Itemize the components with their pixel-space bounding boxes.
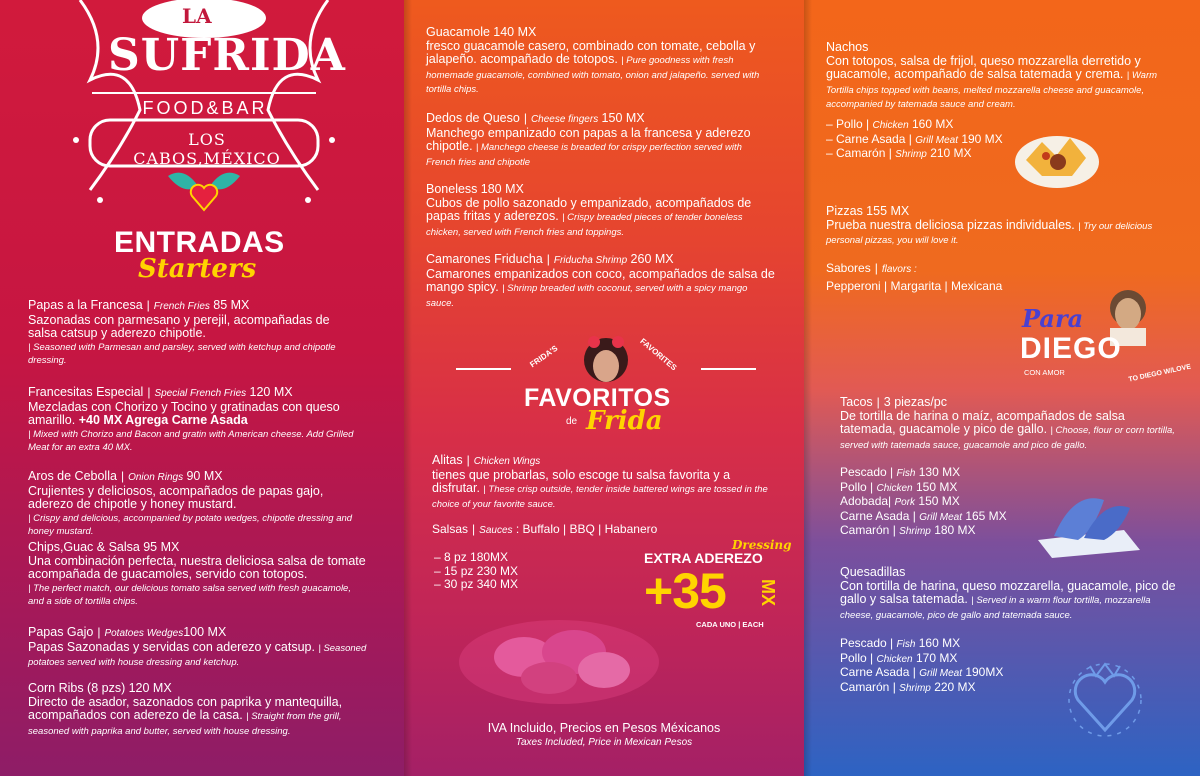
frida-arc-left: FRIDA'S xyxy=(528,343,560,370)
item-desc-en: The perfect match, our delicious tomato salsa served with fresh guacamole, and a side of tortilla chips. xyxy=(28,582,351,607)
item-addon: +40 MX Agrega Carne Asada xyxy=(78,413,248,427)
item-name: Tacos xyxy=(840,395,873,409)
diego-con-amor: CON AMOR xyxy=(1024,368,1065,377)
item-desc: Prueba nuestra deliciosa pizzas individuales. xyxy=(826,217,1075,232)
diego-to-love: TO DIEGO W/LOVE xyxy=(1127,363,1192,384)
item-desc-en: Choose, flour or corn tortilla, served with tatemada sauce, guacamole and pico de gallo. xyxy=(840,425,1175,451)
menu-item: Papas Gajo | Potatoes Wedges100 MX Papas Sazonadas y servidas con aderezo y catsup. | Seasoned potatoes served with house dressing and ketchup. xyxy=(28,625,367,668)
menu-item: Aros de Cebolla | Onion Rings 90 MX Crujientes y deliciosos, acompañados de papas gajo, aderezo de chipotle y honey mustard. | Crispy and delicious, accompanied by potato wedges, chipotle dressing and honey mustard. xyxy=(28,470,368,539)
item-price: 155 MX xyxy=(866,204,910,218)
iva-note: IVA Incluido, Precios en Pesos Méxicanos xyxy=(487,721,721,735)
sacred-heart-icon xyxy=(1060,652,1150,742)
dressing-script: Dressing xyxy=(732,538,792,552)
nachos-image xyxy=(1012,122,1102,192)
item-name: Camarones Friducha xyxy=(426,252,543,266)
option-row: – Carne Asada | Grill Meat 190 MX xyxy=(826,131,1003,146)
item-name: Boneless xyxy=(426,182,478,196)
alitas-size: – 30 pz 340 MX xyxy=(434,577,519,591)
diego-title: DIEGO xyxy=(1020,332,1122,365)
alitas-sizes xyxy=(434,551,518,592)
dressing-title: EXTRA ADEREZO xyxy=(644,550,763,566)
panel-middle xyxy=(404,0,804,776)
item-desc: Con totopos, salsa de frijol, queso mozzarella derretido y guacamole, acompañado de salsa tatemada y crema. xyxy=(826,53,1141,81)
para-diego-badge xyxy=(1010,282,1196,392)
menu-item: Tacos | 3 piezas/pc De tortilla de harina o maíz, acompañados de salsa tatemada, guacamole y pico de gallo. | Choose, flour or corn tortilla, served with tatemada sauce, guacamole and pico de gallo. xyxy=(840,395,1175,451)
salsas-label: Salsas xyxy=(432,522,469,536)
menu-item: Quesadillas Con tortilla de harina, queso mozzarella, guacamole, pico de gallo y salsa tatemada. | Served in a warm flour tortilla, mozzarella cheese, guacamole, pico de gallo and tatemada sauce. xyxy=(840,566,1184,622)
frida-title: FAVORITOS xyxy=(524,384,671,412)
frida-portrait-icon xyxy=(576,332,636,392)
flavors-values: Pepperoni | Margarita | Mexicana xyxy=(826,278,1003,293)
item-price: 95 MX xyxy=(143,540,180,554)
item-desc-en: Pure goodness with fresh homemade guacamole, combined with tomato, onion and jalapeño. served with tortilla chips. xyxy=(426,55,760,95)
salsas-line: Salsas | Sauces : Buffalo | BBQ | Habanero xyxy=(432,522,658,536)
item-desc-en: Served in a warm flour tortilla, mozzarella cheese, guacamole, pico de gallo and tatemada sauce. xyxy=(840,595,1151,621)
item-desc: fresco guacamole casero, combinado con tomate, cebolla y jalapeño. acompañado de totopos. xyxy=(426,38,756,66)
item-desc: De tortilla de harina o maíz, acompañados de salsa tatemada, guacamole y pico de gallo. xyxy=(840,408,1125,436)
quesadillas-options xyxy=(840,637,1003,695)
item-desc: Directo de asador, sazonados con paprika y mantequilla, acompañados con aderezo de la casa. xyxy=(28,694,343,722)
menu-item: Pizzas 155 MX Prueba nuestra deliciosa pizzas individuales. | Try our delicious personal pizzas, you will love it. xyxy=(826,204,1153,246)
item-desc: tienes que probarlas, solo escoge tu salsa favorita y a disfrutar. xyxy=(432,467,731,495)
dressing-note: CADA UNO xyxy=(696,620,737,629)
item-pieces: 3 piezas/pc xyxy=(883,395,948,409)
item-name: Guacamole xyxy=(426,25,490,39)
menu-item: Papas a la Francesa | French Fries 85 MX Sazonadas con parmesano y perejil, acompañadas de salsa catsup y aderezo chipotle. | Seasoned with Parmesan and parsley, served with ketchup and chipotle dressing. xyxy=(28,299,360,368)
item-name: Nachos xyxy=(826,40,869,54)
tacos-options xyxy=(840,466,1007,539)
item-name: Dedos de Queso xyxy=(426,111,520,125)
flavors-label-en: flavors : xyxy=(881,264,917,275)
item-desc: Camarones empanizados con coco, acompañados de salsa de mango spicy. xyxy=(426,266,775,294)
item-name: Papas a la Francesa xyxy=(28,298,143,312)
menu-item: Chips,Guac & Salsa 95 MX Una combinación perfecta, nuestra deliciosa salsa de tomate acompañada de guacamoles, servido con totopos. | The perfect match, our delicious tomato salsa served with fresh guacamole, and a side of tortilla chips. xyxy=(28,541,368,609)
wings-image xyxy=(454,612,664,712)
option-row: Pollo | Chicken 170 MX xyxy=(840,650,958,665)
item-desc-en: Crispy breaded pieces of tender boneless chicken, served with French fries and toppings. xyxy=(426,212,743,238)
item-name-en: Cheese fingers xyxy=(530,114,599,125)
item-name: Chips,Guac & Salsa xyxy=(28,540,140,554)
dressing-price: +35 xyxy=(644,563,726,619)
item-desc: Mezcladas con Chorizo y Tocino y gratinadas con queso amarillo. xyxy=(28,399,340,427)
item-desc: Con tortilla de harina, queso mozzarella, guacamole, pico de gallo y salsa tatemada. xyxy=(840,578,1176,606)
item-desc: Papas Sazonadas y servidas con aderezo y catsup. xyxy=(28,639,315,654)
frida-de: de xyxy=(566,416,578,427)
entradas-subtitle: Starters xyxy=(138,254,257,284)
flavors-label: Sabores xyxy=(826,261,871,275)
item-name-en: Potatoes Wedges xyxy=(104,628,184,639)
dressing-unit: MX xyxy=(758,579,778,606)
pizza-flavors: Sabores | flavors : Pepperoni | Margarita | Mexicana xyxy=(826,261,1003,293)
item-name: Corn Ribs (8 pzs) xyxy=(28,681,126,695)
menu-item: Alitas | Chicken Wings tienes que probarlas, solo escoge tu salsa favorita y a disfrutar. | These crisp outside, tender inside battered wings are tossed in the choice of your favorite sauce. xyxy=(432,453,768,510)
tacos-image xyxy=(1034,480,1144,560)
alitas-size: – 8 pz 180MX xyxy=(434,550,509,564)
salsas-label-en: Sauces xyxy=(479,525,513,536)
item-price: 90 MX xyxy=(186,469,223,483)
item-name-en: Friducha Shrimp xyxy=(553,255,628,266)
item-desc: Sazonadas con parmesano y perejil, acompañadas de salsa catsup y aderezo chipotle. xyxy=(28,312,330,340)
item-name-en: French Fries xyxy=(153,301,210,312)
frida-favorites-badge xyxy=(456,330,756,450)
item-name: Papas Gajo xyxy=(28,625,94,639)
frida-script: Frida xyxy=(586,406,663,436)
logo-name: SUFRIDA xyxy=(108,30,346,81)
option-row: – Pollo | Chicken 160 MX xyxy=(826,117,954,131)
menu-item: Boneless 180 MX Cubos de pollo sazonado y empanizado, acompañados de papas fritas y aderezos. | Crispy breaded pieces of tender boneless chicken, served with French fries and toppings. xyxy=(426,182,752,238)
menu-item: Camarones Friducha | Friducha Shrimp 260 MX Camarones empanizados con coco, acompañados de salsa de mango spicy. | Shrimp breaded with coconut, served with a spicy mango sauce. xyxy=(426,252,775,309)
option-row: – Camarón | Shrimp 210 MX xyxy=(826,146,972,160)
menu-item: Corn Ribs (8 pzs) 120 MX Directo de asador, sazonados con paprika y mantequilla, acompañados con aderezo de la casa. | Straight from the grill, seasoned with paprika and butter, served with house dressing. xyxy=(28,681,343,737)
item-price: 260 MX xyxy=(630,252,674,266)
nachos-options xyxy=(826,118,1003,162)
option-row: Carne Asada | Grill Meat 165 MX xyxy=(840,508,1007,523)
item-price: 140 MX xyxy=(493,25,537,39)
option-row: Pescado | Fish 160 MX xyxy=(840,636,961,650)
item-desc-en: Try our delicious personal pizzas, you will love it. xyxy=(826,220,1153,246)
item-desc-en: Warm Tortilla chips topped with beans, melted mozzarella cheese and guacamole, accompanied by tatemada sauce and cream. xyxy=(826,70,1158,110)
logo-subtitle: FOOD&BAR xyxy=(142,98,268,118)
option-row: Camarón | Shrimp 220 MX xyxy=(840,679,976,694)
option-row: Camarón | Shrimp 180 MX xyxy=(840,523,976,537)
item-desc-en: Mixed with Chorizo and Bacon and gratin with American cheese. Add Grilled Meat for an extra 40 MX. xyxy=(28,428,354,453)
item-name: Francesitas Especial xyxy=(28,385,144,399)
item-price: 150 MX xyxy=(601,111,645,125)
item-desc: Una combinación perfecta, nuestra deliciosa salsa de tomate acompañada de guacamoles, servido con totopos. xyxy=(28,553,366,581)
item-desc: Manchego empanizado con papas a la francesa y aderezo chipotle. xyxy=(426,125,751,153)
winged-heart-icon xyxy=(164,166,244,216)
option-row: Pescado | Fish 130 MX xyxy=(840,465,961,479)
item-desc: Cubos de pollo sazonado y empanizado, acompañados de papas fritas y aderezos. xyxy=(426,195,752,223)
item-price: 120 MX xyxy=(249,385,293,399)
extra-dressing-badge: Dressing EXTRA ADEREZO +35 MX CADA UNO | EACH xyxy=(644,538,792,629)
item-desc-en: These crisp outside, tender inside battered wings are tossed in the choice of your favorite sauce. xyxy=(432,484,768,510)
logo-city: LOS CABOS,MÉXICO xyxy=(133,130,281,168)
restaurant-logo xyxy=(70,0,346,215)
item-name-en: Chicken Wings xyxy=(473,456,541,467)
item-desc-en: Crispy and delicious, accompanied by potato wedges, chipotle dressing and honey mustard. xyxy=(28,512,353,537)
option-row: Carne Asada | Grill Meat 190MX xyxy=(840,665,1004,679)
salsas-values: Buffalo | BBQ | Habanero xyxy=(522,522,658,536)
frida-arc-right: FAVORITES xyxy=(638,336,679,373)
item-desc-en: Seasoned with Parmesan and parsley, served with ketchup and chipotle dressing. xyxy=(28,341,336,366)
item-name-en: Special French Fries xyxy=(154,388,247,399)
menu-item: Nachos Con totopos, salsa de frijol, queso mozzarella derretido y guacamole, acompañado de salsa tatemada y crema. | Warm Tortilla chips topped with beans, melted mozzarella cheese and guacamole, accompanied by tatemada sauce and cream. xyxy=(826,41,1178,112)
item-desc-en: Seasoned potatoes served with house dressing and ketchup. xyxy=(28,642,367,668)
dressing-note-en: EACH xyxy=(742,620,764,629)
option-row: Adobada| Pork 150 MX xyxy=(840,494,960,508)
item-name: Aros de Cebolla xyxy=(28,469,117,483)
item-price: 85 MX xyxy=(213,298,250,312)
item-name: Alitas xyxy=(432,453,463,467)
item-price: 180 MX xyxy=(480,182,524,196)
panel-entradas xyxy=(0,0,404,776)
item-name-en: Onion Rings xyxy=(128,472,184,483)
entradas-title: ENTRADAS xyxy=(114,226,285,259)
item-name: Pizzas xyxy=(826,204,863,218)
item-price: 120 MX xyxy=(128,681,172,695)
option-row: Pollo | Chicken 150 MX xyxy=(840,479,958,494)
panel-right xyxy=(804,0,1200,776)
menu-item: Dedos de Queso | Cheese fingers 150 MX Manchego empanizado con papas a la francesa y aderezo chipotle. | Manchego cheese is breaded for crispy perfection served with French fries and chipotle xyxy=(426,111,751,168)
item-price: 100 MX xyxy=(183,625,227,639)
item-desc-en: Shrimp breaded with coconut, served with a spicy mango sauce. xyxy=(426,283,748,309)
item-desc-en: Manchego cheese is breaded for crispy perfection served with French fries and chipotle xyxy=(426,142,742,168)
diego-script: Para xyxy=(1022,304,1084,333)
alitas-size: – 15 pz 230 MX xyxy=(434,563,519,578)
iva-note-en: Taxes Included, Price in Mexican Pesos xyxy=(515,737,693,748)
item-name: Quesadillas xyxy=(840,565,906,579)
menu-item: Francesitas Especial | Special French Fries 120 MX Mezcladas con Chorizo y Tocino y gratinadas con queso amarillo. +40 MX Agrega Carne Asada | Mixed with Chorizo and Bacon and gratin with American cheese. Add Grilled Meat for an extra 40 MX. xyxy=(28,385,354,453)
menu-item: Guacamole 140 MX fresco guacamole casero, combinado con tomate, cebolla y jalapeño. acompañado de totopos. | Pure goodness with fresh homemade guacamole, combined with tomato, onion and jalapeño. served with tortilla chips. xyxy=(426,25,760,95)
logo-la: LA xyxy=(182,4,212,28)
item-desc: Crujientes y deliciosos, acompañados de papas gajo, aderezo de chipotle y honey mustard. xyxy=(28,483,324,511)
item-desc-en: Straight from the grill, seasoned with paprika and butter, served with house dressing. xyxy=(28,711,342,737)
